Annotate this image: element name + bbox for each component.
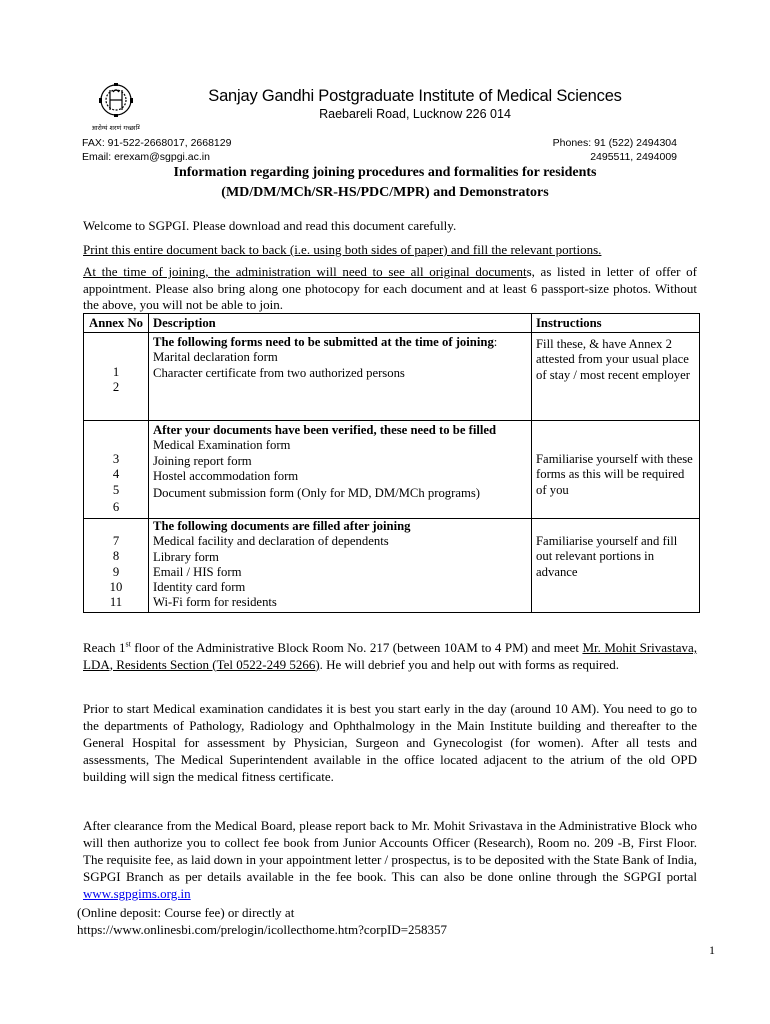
institute-address: Raebareli Road, Lucknow 226 014 <box>319 107 511 121</box>
contact-person: Mr. Mohit Srivastava, LDA, Residents Section (Tel 0522-249 5266) <box>83 640 698 672</box>
annex-number: 7 <box>112 534 120 549</box>
annex-number: 3 <box>112 452 120 467</box>
institute-name: Sanjay Gandhi Postgraduate Institute of Medical Sciences <box>208 87 622 105</box>
document-title-line1: Information regarding joining procedures and formalities for residents <box>173 165 597 180</box>
form-item: Email / HIS form <box>153 564 242 579</box>
annex-number: 11 <box>109 595 123 610</box>
annex-header: Annex No <box>84 314 149 333</box>
welcome-text: Welcome to SGPGI. Please download and read this document carefully. <box>83 218 457 233</box>
form-item: Medical Examination form <box>153 438 291 453</box>
phone-numbers-line2: 2495511, 2494009 <box>590 151 677 163</box>
table-row <box>84 333 700 421</box>
group-instructions: Fill these, & have Annex 2 attested from your usual place of stay / most recent employer <box>532 333 700 421</box>
annex-number: 2 <box>112 380 120 395</box>
group-heading: The following forms need to be submitted at the time of joining: <box>153 335 498 350</box>
form-item: Wi-Fi form for residents <box>153 595 277 610</box>
online-deposit-note: (Online deposit: Course fee) or directly at <box>77 905 295 920</box>
annex-number: 5 <box>112 482 120 497</box>
joining-instruction <box>83 264 697 314</box>
annex-number: 8 <box>112 549 120 564</box>
group-heading: The following documents are filled after joining <box>153 519 411 534</box>
form-item: Identity card form <box>153 580 246 595</box>
email-address: Email: erexam@sgpgi.ac.in <box>82 151 210 163</box>
logo-caption: आरोग्यं शरणं गच्छामि <box>92 124 140 132</box>
annex-table <box>83 313 700 613</box>
sgpgi-portal-link[interactable]: www.sgpgims.org.in <box>83 886 191 901</box>
annex-numbers <box>84 421 149 519</box>
fax-numbers: FAX: 91-522-2668017, 2668129 <box>82 137 232 149</box>
fee-payment-paragraph: After clearance from the Medical Board, please report back to Mr. Mohit Srivastava in the Administrative Block who will then authorize you to collect fee book from Junior Accounts Officer (Research), Room no. 209 -B, First Floor. The requisite fee, as laid down in your appointment letter / prospectus, is to be deposited with the State Bank of India, SGPGI Branch as per details available in the fee book. This can also be done online through the SGPGI portal www.sgpgims.org.in <box>83 818 697 901</box>
onlinesbi-url[interactable]: https://www.onlinesbi.com/prelogin/icollecthome.htm?corpID=258357 <box>77 922 448 937</box>
form-item: Marital declaration form <box>153 350 278 365</box>
table-row <box>84 421 700 519</box>
print-instruction: Print this entire document back to back (i.e. using both sides of paper) and fill the relevant portions. <box>83 242 602 257</box>
form-item: Document submission form (Only for MD, DM/MCh programs) <box>153 486 481 501</box>
group-heading: After your documents have been verified, these need to be filled <box>153 423 497 438</box>
group-instructions: Familiarise yourself and fill out relevant portions in advance <box>532 519 700 613</box>
description-header: Description <box>149 314 532 333</box>
joining-underlined: At the time of joining, the administration will need to see all original document <box>83 264 527 279</box>
phone-numbers-line1: Phones: 91 (522) 2494304 <box>552 137 677 149</box>
medical-exam-paragraph: Prior to start Medical examination candidates it is best you start early in the day (around 10 AM). You need to go to the departments of Pathology, Radiology and Ophthalmology in the Main Institute building and thereafter to the General Hospital for assessment by Physician, Surgeon and Gynecologist (for women). After all tests and assessments, The Medical Superintendent available in the office located adjacent to the atrium of the old OPD building will sign the medical fitness certificate. <box>83 701 697 784</box>
form-item: Character certificate from two authorized persons <box>153 365 405 380</box>
joining-rest: s, as listed in letter of offer of appointment. Please also bring along one photocopy for each document and at least 6 passport-size photos. Without the above, you will not be able to join. <box>83 264 697 312</box>
annex-number: 6 <box>112 499 120 514</box>
group-description <box>149 333 532 421</box>
form-item: Hostel accommodation form <box>153 468 299 483</box>
group-description <box>149 519 532 613</box>
form-item: Medical facility and declaration of dependents <box>153 534 389 549</box>
table-row <box>84 519 700 613</box>
annex-numbers <box>84 519 149 613</box>
instructions-header: Instructions <box>532 314 700 333</box>
annex-number: 9 <box>112 564 120 579</box>
annex-numbers <box>84 333 149 421</box>
reach-office-paragraph: Reach 1st floor of the Administrative Block Room No. 217 (between 10AM to 4 PM) and meet Mr. Mohit Srivastava, LDA, Residents Section (Tel 0522-249 5266). He will debrief you and help out with forms as required. <box>83 639 698 672</box>
form-item: Joining report form <box>153 453 252 468</box>
document-title-line2: (MD/DM/MCh/SR-HS/PDC/MPR) and Demonstrators <box>221 185 549 200</box>
group-instructions: Familiarise yourself with these forms as this will be required of you <box>532 421 700 519</box>
page-number: 1 <box>709 943 715 957</box>
form-item: Library form <box>153 549 219 564</box>
annex-number: 10 <box>109 579 123 594</box>
table-header-row <box>84 314 700 333</box>
annex-number: 4 <box>112 467 120 482</box>
annex-number: 1 <box>112 365 120 380</box>
group-description <box>149 421 532 519</box>
